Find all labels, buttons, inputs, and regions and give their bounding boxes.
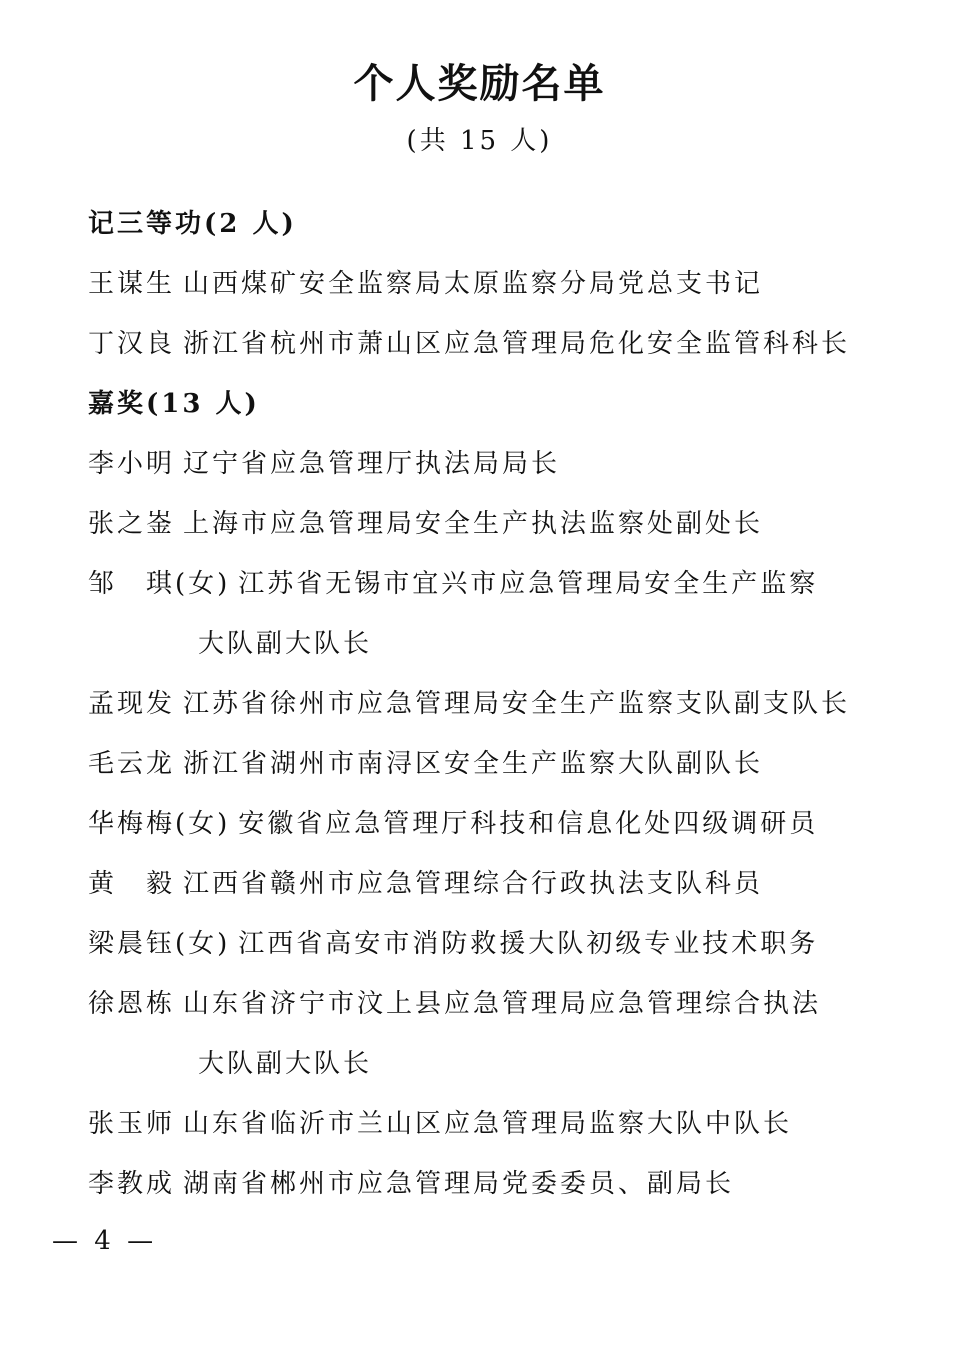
person-name: 李教成 bbox=[88, 1169, 176, 1199]
person-name: 孟现发 bbox=[88, 689, 176, 719]
award-entry bbox=[88, 686, 850, 722]
person-name: 黄 毅 bbox=[88, 869, 176, 899]
person-name: 张玉师 bbox=[88, 1109, 176, 1139]
person-position: 上海市应急管理局安全生产执法监察处副处长 bbox=[183, 509, 764, 539]
award-entry bbox=[88, 806, 818, 842]
page-number: — 4 — bbox=[52, 1226, 158, 1256]
person-position: 山西煤矿安全监察局太原监察分局党总支书记 bbox=[183, 269, 764, 299]
person-position: 安徽省应急管理厅科技和信息化处四级调研员 bbox=[238, 809, 819, 839]
person-position: 山东省济宁市汶上县应急管理局应急管理综合执法 bbox=[183, 989, 822, 1019]
person-position: 江苏省无锡市宜兴市应急管理局安全生产监察 bbox=[238, 569, 819, 599]
person-position: 江西省高安市消防救援大队初级专业技术职务 bbox=[238, 929, 819, 959]
person-position-continued: 大队副大队长 bbox=[198, 629, 373, 659]
person-name: 张之崟 bbox=[88, 509, 176, 539]
person-name: 毛云龙 bbox=[88, 749, 176, 779]
person-position: 辽宁省应急管理厅执法局局长 bbox=[183, 449, 561, 479]
award-entry bbox=[88, 986, 821, 1022]
person-name: 华梅梅(女) bbox=[88, 809, 231, 839]
award-entry bbox=[88, 326, 850, 362]
page-title: 个人奖励名单 bbox=[353, 60, 606, 107]
person-position: 江西省赣州市应急管理综合行政执法支队科员 bbox=[183, 869, 764, 899]
section-heading-third-class-merit: 记三等功(2 人) bbox=[88, 209, 297, 239]
award-entry bbox=[88, 1106, 792, 1142]
person-name: 梁晨钰(女) bbox=[88, 929, 231, 959]
award-entry bbox=[88, 266, 763, 302]
person-position: 湖南省郴州市应急管理局党委委员、副局长 bbox=[183, 1169, 735, 1199]
person-name: 丁汉良 bbox=[88, 329, 176, 359]
award-entry bbox=[88, 566, 818, 602]
person-name: 王谋生 bbox=[88, 269, 176, 299]
person-name: 邹 琪(女) bbox=[88, 569, 231, 599]
person-name: 李小明 bbox=[88, 449, 176, 479]
person-position: 浙江省杭州市萧山区应急管理局危化安全监管科科长 bbox=[183, 329, 851, 359]
award-entry bbox=[88, 506, 763, 542]
person-name: 徐恩栋 bbox=[88, 989, 176, 1019]
section-heading-commendation: 嘉奖(13 人) bbox=[88, 389, 260, 419]
award-entry bbox=[88, 446, 560, 482]
person-position: 江苏省徐州市应急管理局安全生产监察支队副支队长 bbox=[183, 689, 851, 719]
person-position: 浙江省湖州市南浔区安全生产监察大队副队长 bbox=[183, 749, 764, 779]
page-subtitle: (共 15 人) bbox=[406, 126, 553, 156]
award-entry bbox=[88, 926, 818, 962]
award-entry bbox=[88, 746, 763, 782]
person-position: 山东省临沂市兰山区应急管理局监察大队中队长 bbox=[183, 1109, 793, 1139]
person-position-continued: 大队副大队长 bbox=[198, 1049, 373, 1079]
award-entry bbox=[88, 866, 763, 902]
award-entry bbox=[88, 1166, 734, 1202]
